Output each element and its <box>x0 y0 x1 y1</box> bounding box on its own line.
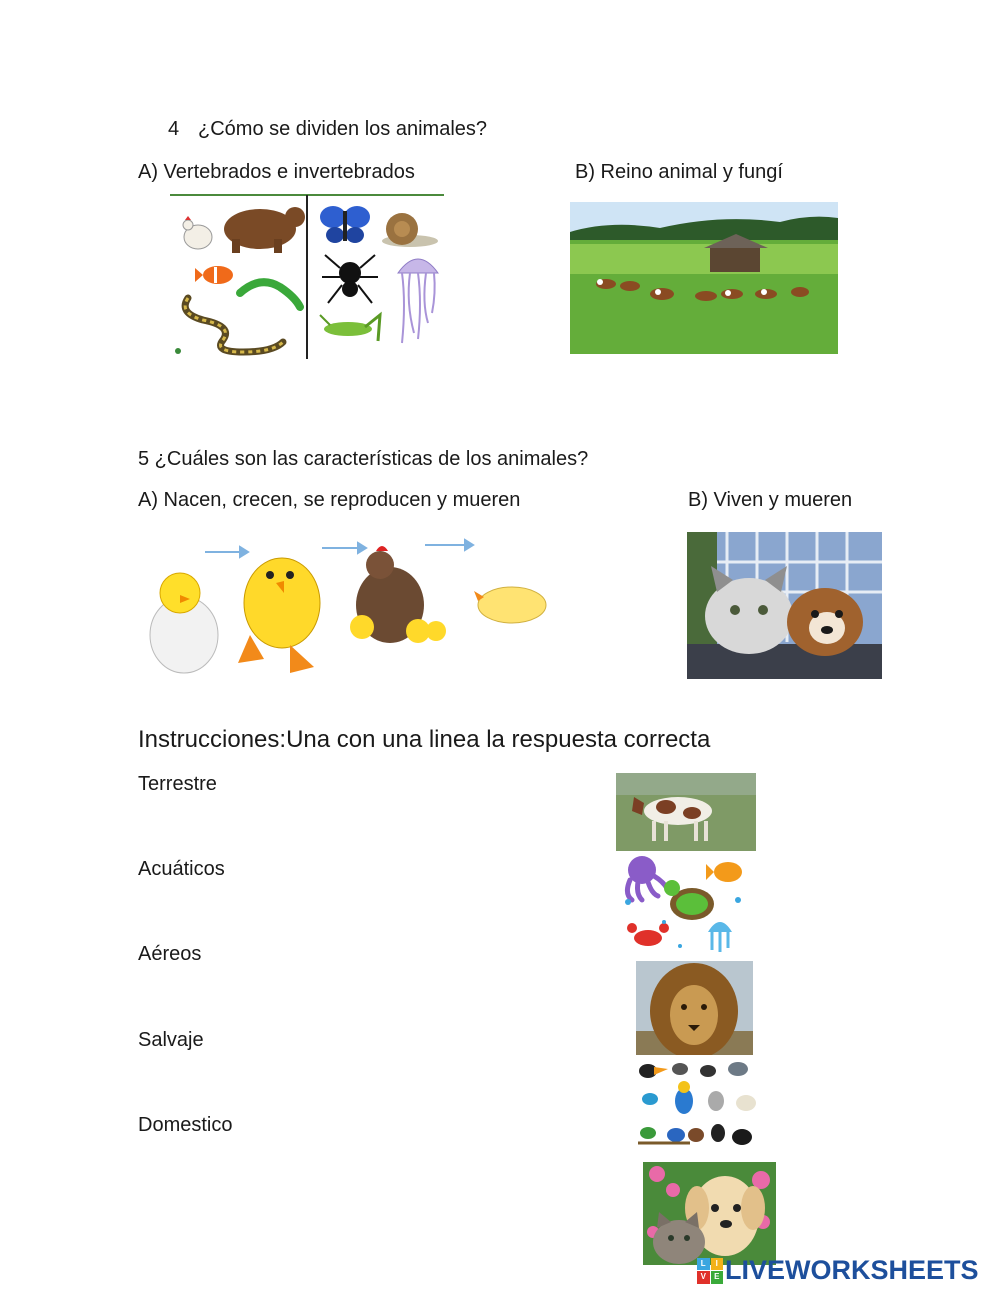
liveworksheets-logo-icon: L I V E <box>697 1258 723 1284</box>
chick-life-cycle-image <box>140 535 555 680</box>
match-image-cow[interactable] <box>616 773 756 851</box>
instructions-text: Instrucciones:Una con una linea la respuesta correcta <box>138 726 711 753</box>
farm-landscape-image <box>570 202 838 354</box>
match-image-sea-animals[interactable] <box>620 852 748 955</box>
match-image-lion[interactable] <box>636 961 753 1055</box>
match-item-acuaticos[interactable]: Acuáticos <box>138 858 225 880</box>
liveworksheets-brand-text: LIVEWORKSHEETS <box>725 1255 979 1285</box>
match-item-domestico[interactable]: Domestico <box>138 1114 233 1136</box>
match-item-salvaje[interactable]: Salvaje <box>138 1029 204 1051</box>
question-4-text: ¿Cómo se dividen los animales? <box>198 118 488 140</box>
question-5-text: 5 ¿Cuáles son las características de los animales? <box>138 448 589 470</box>
match-image-birds[interactable] <box>630 1055 762 1155</box>
match-image-puppy-kitten[interactable] <box>643 1162 776 1265</box>
question-4-option-b: B) Reino animal y fungí <box>575 161 783 183</box>
question-5-option-a: A) Nacen, crecen, se reproducen y mueren <box>138 489 521 511</box>
question-4-option-a: A) Vertebrados e invertebrados <box>138 161 415 183</box>
dog-icon <box>787 588 863 656</box>
vertebrates-invertebrates-image <box>170 193 444 359</box>
liveworksheets-logo <box>697 1255 979 1286</box>
cat-and-dog-image <box>687 532 882 679</box>
match-item-terrestre[interactable]: Terrestre <box>138 773 217 795</box>
question-5-option-b: B) Viven y mueren <box>688 489 853 511</box>
match-item-aereos[interactable]: Aéreos <box>138 943 202 965</box>
question-4-number: 4 <box>168 118 180 140</box>
cat-icon <box>705 566 793 654</box>
butterfly-icon <box>320 206 370 243</box>
